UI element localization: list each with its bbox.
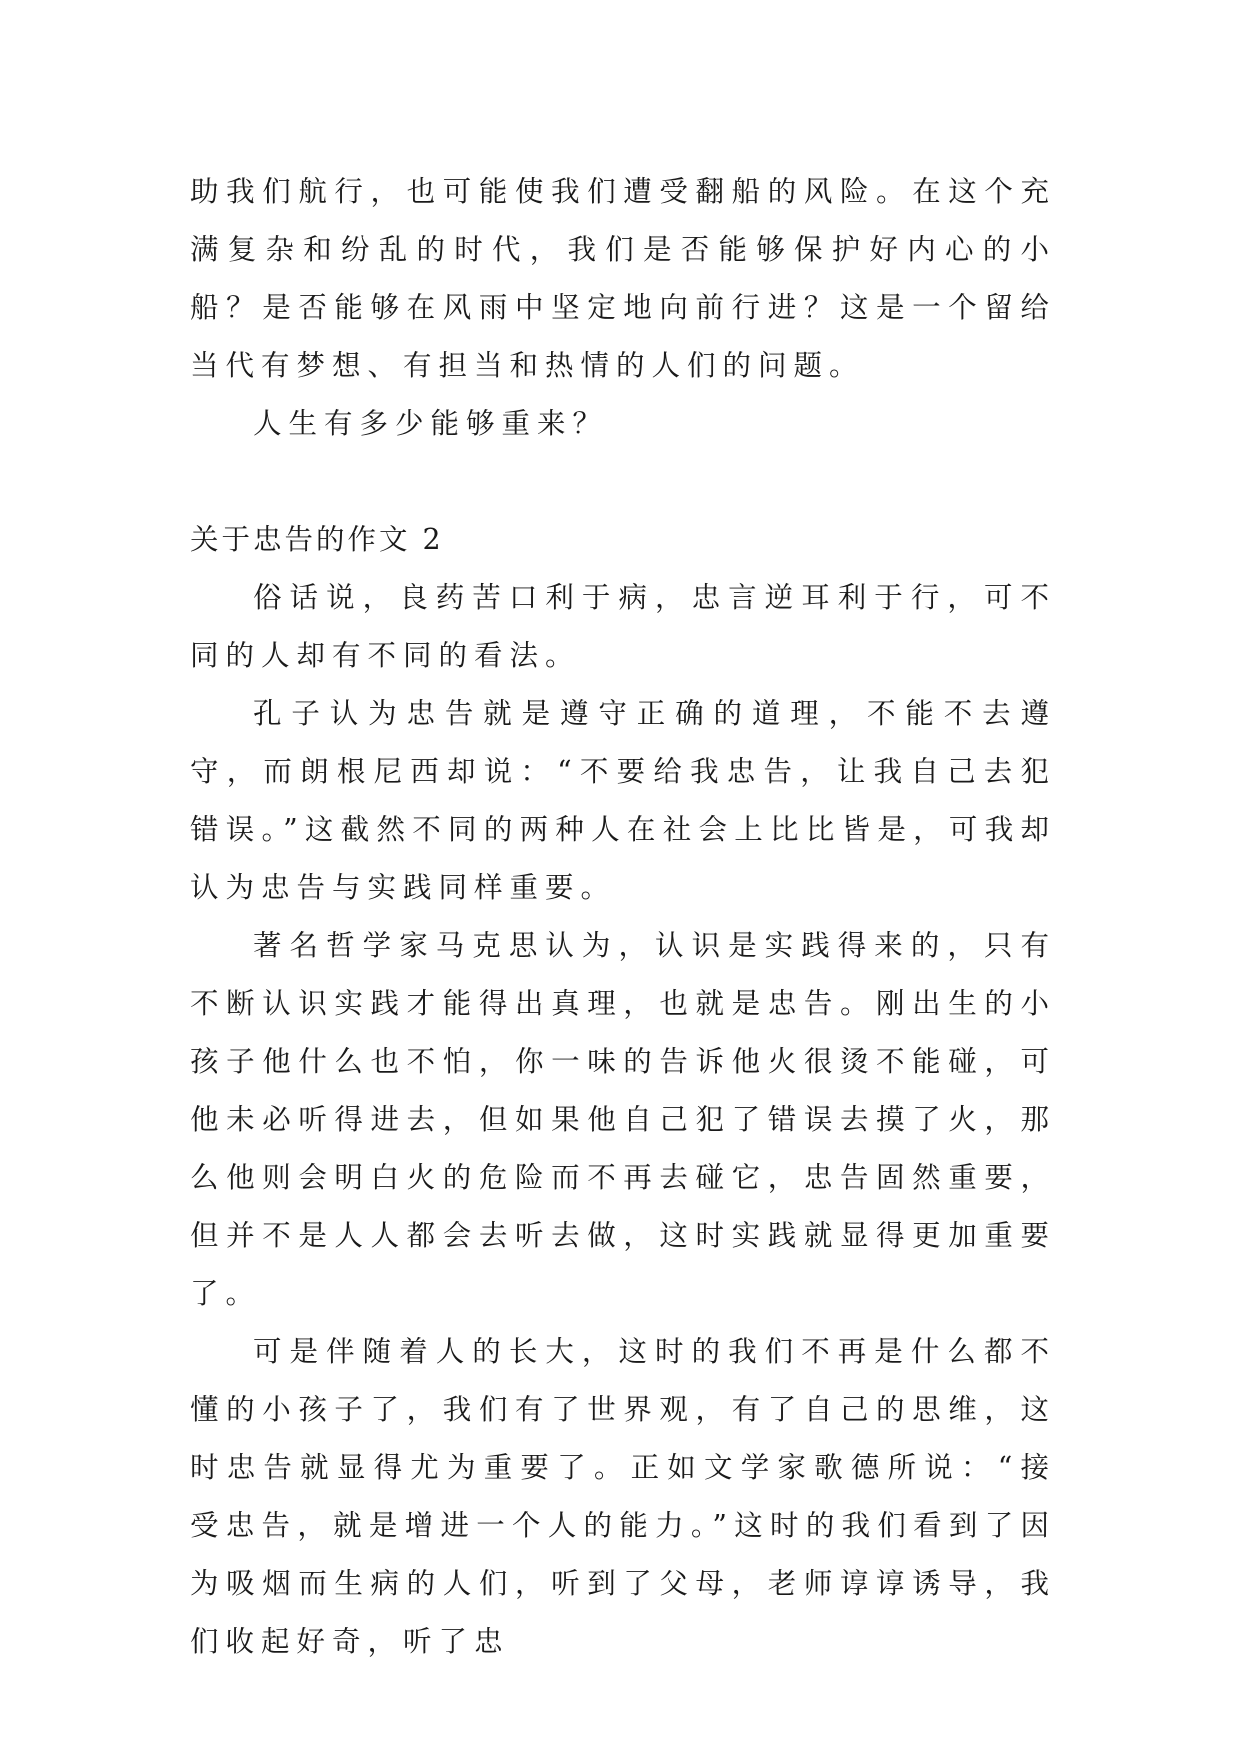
- paragraph-3: 著名哲学家马克思认为，认识是实践得来的，只有不断认识实践才能得出真理，也就是忠告。刚出生的小孩子他什么也不怕，你一味的告诉他火很烫不能碰，可他未必听得进去，但如果他自己犯了错误去摸了火，那么他则会明白火的危险而不再去碰它，忠告固然重要，但并不是人人都会去听去做，这时实践就显得更加重要了。: [190, 929, 1056, 1310]
- closing-line: 人生有多少能够重来？: [253, 407, 609, 440]
- continuation-paragraph: 助我们航行，也可能使我们遭受翻船的风险。在这个充满复杂和纷乱的时代，我们是否能够保护好内心的小船？是否能够在风雨中坚定地向前行进？这是一个留给当代有梦想、有担当和热情的人们的问题。: [190, 175, 1056, 382]
- paragraph-1: 俗话说，良药苦口利于病，忠言逆耳利于行，可不同的人却有不同的看法。: [190, 581, 1056, 672]
- paragraph-4: 可是伴随着人的长大，这时的我们不再是什么都不懂的小孩子了，我们有了世界观，有了自己的思维，这时忠告就显得尤为重要了。正如文学家歌德所说：“接受忠告，就是增进一个人的能力。”这时的我们看到了因为吸烟而生病的人们，听到了父母，老师谆谆诱导，我们收起好奇，听了忠: [190, 1335, 1056, 1658]
- paragraph-2: 孔子认为忠告就是遵守正确的道理，不能不去遵守，而朗根尼西却说：“不要给我忠告，让我自己去犯错误。”这截然不同的两种人在社会上比比皆是，可我却认为忠告与实践同样重要。: [190, 697, 1056, 904]
- document-body: [190, 163, 1056, 1671]
- section-title: 关于忠告的作文 2: [190, 523, 444, 556]
- section-spacer: [190, 453, 1056, 511]
